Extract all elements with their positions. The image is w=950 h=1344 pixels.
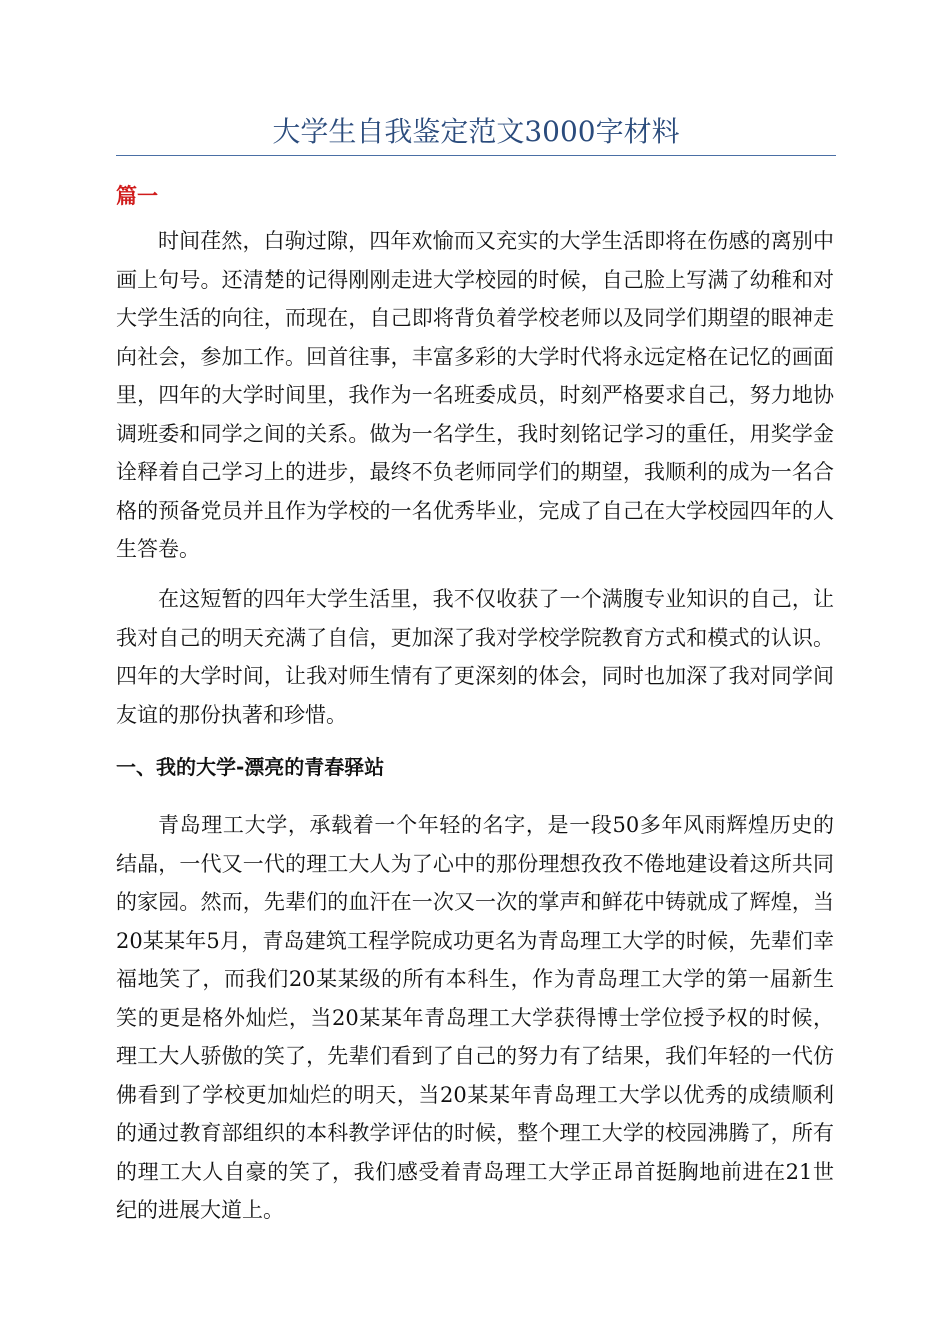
title-underline <box>116 155 836 156</box>
page-title: 大学生自我鉴定范文3000字材料 <box>272 115 680 148</box>
paragraph-1: 时间荏然，白驹过隙，四年欢愉而又充实的大学生活即将在伤感的离别中画上句号。还清楚的记得刚刚走进大学校园的时候，自己脸上写满了幼稚和对大学生活的向往，而现在，自己即将背负着学校老师以及同学们期望的眼神走向社会，参加工作。回首往事，丰富多彩的大学时代将永远定格在记忆的画面里，四年的大学时间里，我作为一名班委成员，时刻严格要求自己，努力地协调班委和同学之间的关系。做为一名学生，我时刻铭记学习的重任，用奖学金诠释着自己学习上的进步，最终不负老师同学们的期望，我顺利的成为一名合格的预备党员并且作为学校的一名优秀毕业，完成了自己在大学校园四年的人生答卷。 <box>116 229 834 561</box>
paragraph-3: 青岛理工大学，承载着一个年轻的名字，是一段50多年风雨辉煌历史的结晶，一代又一代的理工大人为了心中的那份理想孜孜不倦地建设着这所共同的家园。然而，先辈们的血汗在一次又一次的掌声和鲜花中铸就成了辉煌，当20某某年5月，青岛建筑工程学院成功更名为青岛理工大学的时候，先辈们幸福地笑了，而我们20某某级的所有本科生，作为青岛理工大学的第一届新生笑的更是格外灿烂，当20某某年青岛理工大学获得博士学位授予权的时候，理工大人骄傲的笑了，先辈们看到了自己的努力有了结果，我们年轻的一代仿佛看到了学校更加灿烂的明天，当20某某年青岛理工大学以优秀的成绩顺利的通过教育部组织的本科教学评估的时候，整个理工大学的校园沸腾了，所有的理工大人自豪的笑了，我们感受着青岛理工大学正昂首挺胸地前进在21世纪的进展大道上。 <box>116 813 834 1222</box>
section-label: 篇一 <box>116 184 158 208</box>
section-heading: 一、我的大学-漂亮的青春驿站 <box>116 755 385 779</box>
paragraph-2: 在这短暂的四年大学生活里，我不仅收获了一个满腹专业知识的自己，让我对自己的明天充满了自信，更加深了我对学校学院教育方式和模式的认识。四年的大学时间，让我对师生情有了更深刻的体会，同时也加深了我对同学间友谊的那份执著和珍惜。 <box>116 587 834 727</box>
